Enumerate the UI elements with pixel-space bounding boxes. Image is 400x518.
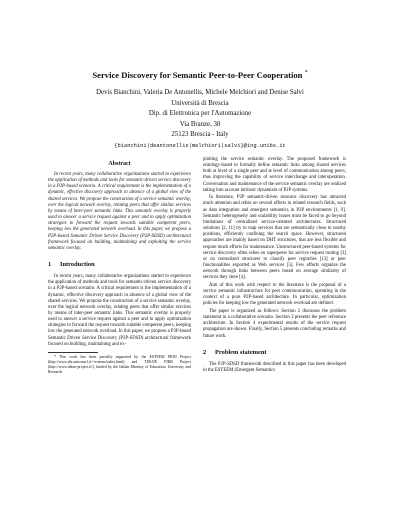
section-title: Introduction bbox=[60, 261, 95, 269]
city-address: 25123 Brescia - Italy bbox=[171, 131, 229, 138]
paragraph: In literature, P2P semantic-driven resource discovery has attracted much attention and relies on several efforts in related research fields, such as data integration and emergent semantics in P2P environments [1, 9]. Semantic heterogeneity and scalability issues must be faced to go beyond limitations of centralized service-oriented architectures. Structured solutions [2, 11] try to map services that are semantically close to nearby positions, efficiently confining the search space. However, structured approaches are mainly based on DHT structures, that are less flexible and require much efforts for maintenance. Unstructured peer-based systems for service discovery often relies on superpeers for service request routing [3] or on centralized structures to classify peer registries [13] or peer functionalities exported as Web services [5]. Few efforts organize the network through links between peers based on average similarity of services they store [4]. bbox=[203, 195, 346, 281]
paragraph: The P2P-SDSD framework described in this paper has been developed in the ESTEEM (Emergent Semantics bbox=[203, 361, 346, 373]
section-number: 1 bbox=[48, 261, 52, 269]
introduction-paragraph: In recent years, many collaborative organizations started to experience the application of methods and tools for semantic-driven service discovery in a P2P-based scenario. A critical requirement is the implementation of a dynamic, effective discovery approach in absence of a global view of the shared services. We propose the construction of a service semantic overlay, over the logical network overlay, relating peers that offer similar services by means of inter-peer semantic links. This semantic overlay is properly used to answer a service request against a peer and to apply optimization strategies to forward the request towards suitable competent peers, keeping low the generated network overload. In this paper, we propose a P2P-based Semantic Driven Service Discovery (P2P-SDSD) architectural framework focused on building, maintaining and ex- bbox=[48, 274, 191, 347]
footnote-divider bbox=[48, 352, 98, 353]
section-title: Problem statement bbox=[215, 348, 267, 356]
author-block bbox=[60, 88, 340, 151]
abstract-text: In recent years, many collaborative organizations started to experience the application of methods and tools for semantic-driven service discovery in a P2P-based scenario. A critical requirement is the implementation of a dynamic, effective discovery approach in absence of a global view of the shared services. We propose the construction of a service semantic overlay, over the logical network overlay, relating peers that offer similar services by means of inter-peer semantic links. This semantic overlay is properly used to answer a service request against a peer and to apply optimization strategies to forward the request towards suitable competent peers, keeping low the generated network overload. In this paper, we propose a P2P-based Semantic Driven Service Discovery (P2P-SDSD) architectural framework focused on building, maintaining and exploiting the service semantic overlay. bbox=[48, 172, 191, 251]
section-number: 2 bbox=[203, 348, 207, 356]
paragraph: ploiting the service semantic overlay. The proposed framework is ontology-based to formally define semantic links among shared services both at level of a single peer and at level of communication among peers, thus improving the capability of service interchange and interoperation. Conversation and maintenance of the service semantic overlay are realized taking into account intrinsic dynamism of P2P systems. bbox=[203, 157, 346, 193]
section-heading-problem-statement bbox=[203, 349, 346, 357]
department: Dip. di Elettronica per l'Automazione bbox=[148, 110, 252, 117]
right-column bbox=[203, 157, 346, 375]
paper-title bbox=[40, 68, 360, 81]
university: Università di Brescia bbox=[171, 99, 229, 107]
authors: Devis Bianchini, Valeria De Antonellis, Michele Melchiori and Denise Salvi bbox=[96, 89, 304, 96]
title-text: Service Discovery for Semantic Peer-to-Peer Cooperation bbox=[92, 69, 303, 80]
abstract-heading: Abstract bbox=[108, 161, 131, 167]
paragraph: The paper is organized as follows: Section 2 discusses the problem statement in a collaborative scenario. Section 3 presents the peer reference architecture. In Section 4 experimental results of the service request propagation are shown. Finally, Section 5 presents concluding remarks and future work. bbox=[203, 308, 346, 339]
street-address: Via Branze, 38 bbox=[179, 120, 221, 128]
footnote: * This work has been partially supported by the ESTEEM PRIN Project (http://www.dis.uniroma1.it/~esteem/index.html) and TEKNE FIRB Project (http://www.tekne-project.it/), funded by the Italian Ministry of Education, University and Research. bbox=[48, 354, 191, 374]
paragraph: Aim of this work with respect to the literature is the proposal of a service semantic infrastructure for peer communication, operating in the context of a pure P2P-based architecture. In particular, optimization policies for keeping low the generated network overload are defined. bbox=[203, 282, 346, 307]
section-heading-introduction bbox=[48, 261, 191, 269]
author-emails: {bianchini|deantonellis|melchiori|salvi}@ing.unibs.it bbox=[114, 142, 286, 149]
title-footnote-mark: * bbox=[304, 70, 308, 76]
left-column bbox=[48, 160, 191, 376]
